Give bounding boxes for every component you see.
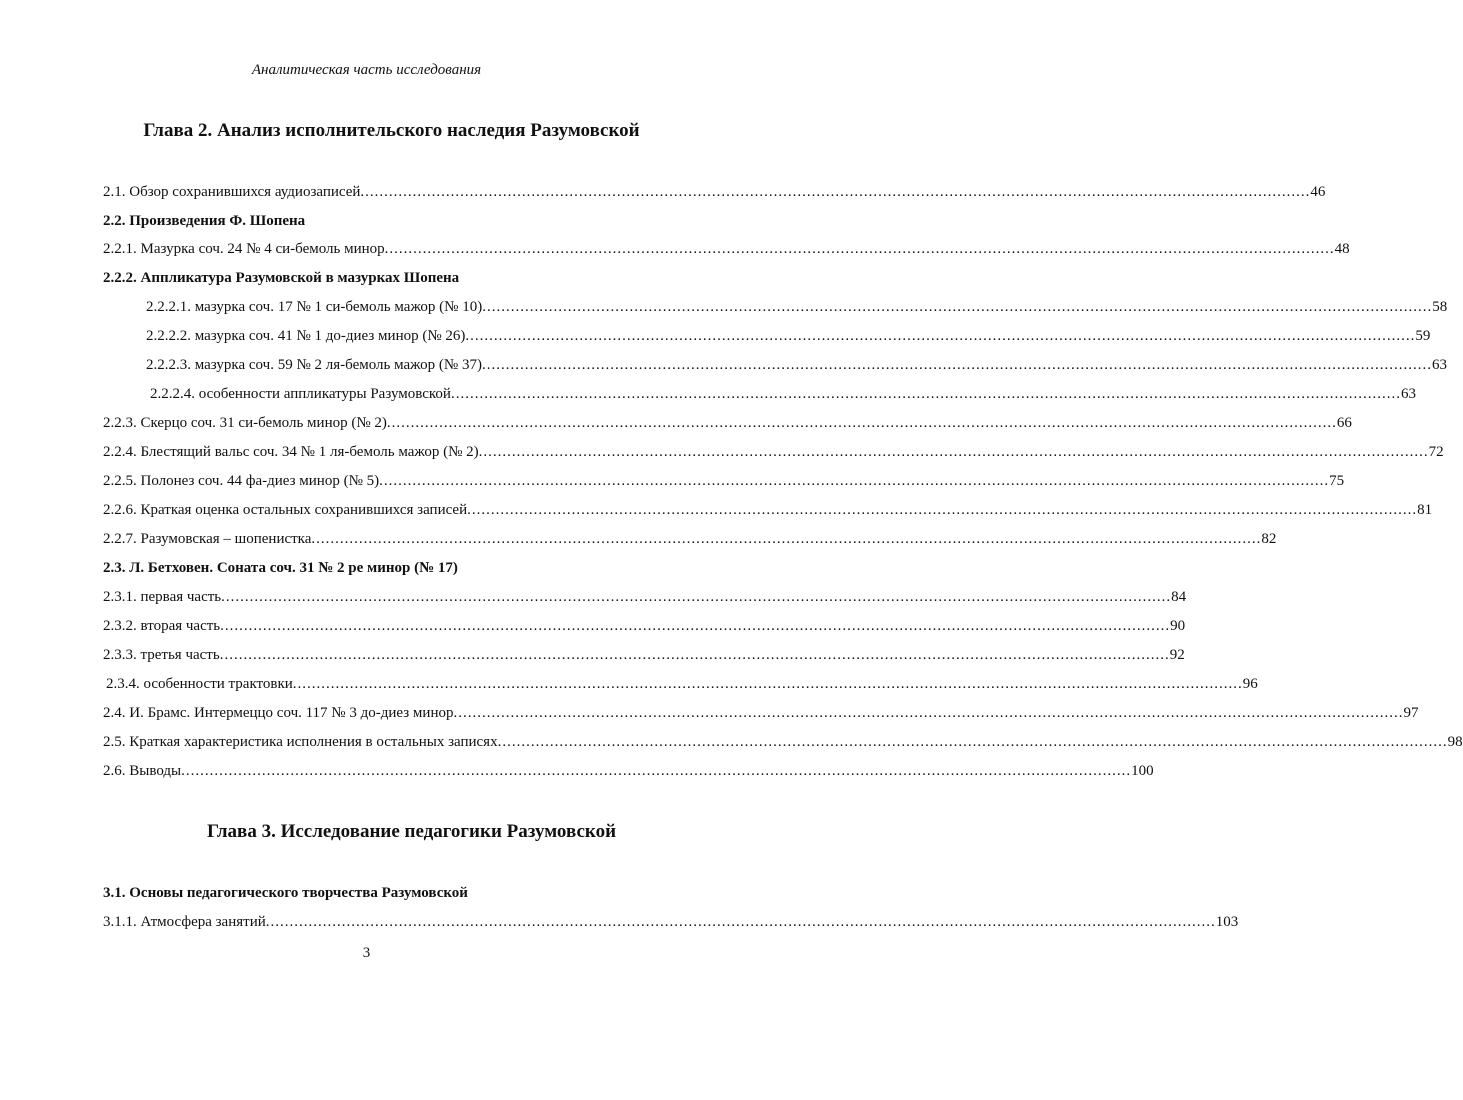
toc-entry-label: 3.1.1. Атмосфера занятий — [103, 914, 266, 930]
dot-leader: ........................................................................................................................................................................................................ — [478, 444, 1429, 460]
toc-entry-label: 2.3. Л. Бетховен. Соната соч. 31 № 2 ре минор (№ 17) — [103, 560, 458, 576]
toc-entry-2-2-3[interactable] — [103, 412, 1352, 434]
dot-leader: ........................................................................................................................................................................................................ — [219, 647, 1170, 663]
dot-leader: ........................................................................................................................................................................................................ — [386, 415, 1337, 431]
toc-entry-label: 2.3.4. особенности трактовки — [106, 676, 293, 692]
dot-leader: ........................................................................................................................................................................................................ — [465, 328, 1416, 344]
toc-entry-2-2-7[interactable] — [103, 528, 1277, 550]
toc-entry-page: 96 — [1242, 676, 1258, 692]
toc-section-3-1[interactable] — [103, 882, 468, 904]
dot-leader: ........................................................................................................................................................................................................ — [482, 299, 1433, 315]
toc-entry-page: 63 — [1431, 357, 1447, 373]
toc-entry-label: 2.2.4. Блестящий вальс соч. 34 № 1 ля-бемоль мажор (№ 2) — [103, 444, 479, 460]
toc-entry-2-3-1[interactable] — [103, 586, 1187, 608]
toc-entry-label: 2.2.7. Разумовская – шопенистка — [103, 531, 312, 547]
toc-section-2-3[interactable] — [103, 557, 458, 579]
toc-entry-label: 2.2.2. Аппликатура Разумовской в мазурках Шопена — [103, 270, 460, 286]
dot-leader: ........................................................................................................................................................................................................ — [481, 357, 1432, 373]
dot-leader: ........................................................................................................................................................................................................ — [450, 386, 1401, 402]
toc-entry-label: 2.2.5. Полонез соч. 44 фа-диез минор (№ 5) — [103, 473, 380, 489]
toc-entry-page: 48 — [1334, 241, 1350, 257]
toc-entry-2-3-3[interactable] — [103, 644, 1185, 666]
toc-entry-label: 2.3.1. первая часть — [103, 589, 222, 605]
toc-entry-2-1[interactable] — [103, 181, 1326, 203]
dot-leader: ........................................................................................................................................................................................................ — [181, 763, 1132, 779]
toc-entry-label: 2.3.3. третья часть — [103, 647, 220, 663]
chapter-3-title: Глава 3. Исследование педагогики Разумовской — [206, 821, 617, 842]
toc-entry-label: 2.6. Выводы — [103, 763, 182, 779]
dot-leader: ........................................................................................................................................................................................................ — [221, 589, 1172, 605]
toc-entry-2-3-4[interactable] — [106, 673, 1258, 695]
toc-entry-page: 72 — [1428, 444, 1444, 460]
toc-entry-page: 84 — [1171, 589, 1187, 605]
dot-leader: ........................................................................................................................................................................................................ — [453, 705, 1404, 721]
dot-leader: ........................................................................................................................................................................................................ — [467, 502, 1418, 518]
toc-entry-label: 2.2.3. Скерцо соч. 31 си-бемоль минор (№ 2) — [103, 415, 387, 431]
toc-entry-page: 58 — [1432, 299, 1448, 315]
toc-entry-page: 100 — [1131, 763, 1154, 779]
page-number: 3 — [362, 945, 371, 961]
toc-entry-2-2-2-3[interactable] — [146, 354, 1447, 376]
toc-entry-2-6[interactable] — [103, 760, 1154, 782]
toc-entry-2-3-2[interactable] — [103, 615, 1186, 637]
toc-entry-page: 103 — [1215, 914, 1239, 930]
toc-entry-label: 3.1. Основы педагогического творчества Разумовской — [103, 885, 468, 901]
toc-entry-page: 82 — [1261, 531, 1277, 547]
toc-entry-2-2-2-2[interactable] — [146, 325, 1431, 347]
toc-entry-label: 2.4. И. Брамс. Интермеццо соч. 117 № 3 до-диез минор — [103, 705, 454, 721]
toc-entry-2-5[interactable] — [103, 731, 1463, 753]
toc-entry-label: 2.1. Обзор сохранившихся аудиозаписей — [103, 184, 361, 200]
toc-entry-label: 2.2.1. Мазурка соч. 24 № 4 си-бемоль минор — [103, 241, 385, 257]
toc-entry-page: 46 — [1310, 184, 1326, 200]
dot-leader: ........................................................................................................................................................................................................ — [360, 184, 1311, 200]
toc-entry-label: 2.2.2.1. мазурка соч. 17 № 1 си-бемоль мажор (№ 10) — [146, 299, 483, 315]
dot-leader: ........................................................................................................................................................................................................ — [220, 618, 1171, 634]
toc-entry-label: 2.2. Произведения Ф. Шопена — [103, 213, 306, 229]
dot-leader: ........................................................................................................................................................................................................ — [311, 531, 1262, 547]
dot-leader: ........................................................................................................................................................................................................ — [497, 734, 1448, 750]
dot-leader: ........................................................................................................................................................................................................ — [265, 914, 1216, 930]
toc-entry-2-2-2-4[interactable] — [150, 383, 1416, 405]
toc-entry-page: 59 — [1415, 328, 1431, 344]
toc-entry-page: 92 — [1169, 647, 1185, 663]
toc-entry-page: 75 — [1329, 473, 1345, 489]
toc-entry-page: 97 — [1403, 705, 1419, 721]
dot-leader: ........................................................................................................................................................................................................ — [384, 241, 1335, 257]
dot-leader: ........................................................................................................................................................................................................ — [292, 676, 1243, 692]
toc-entry-label: 2.3.2. вторая часть — [103, 618, 221, 634]
toc-entry-2-2-4[interactable] — [103, 441, 1444, 463]
toc-entry-label: 2.2.2.3. мазурка соч. 59 № 2 ля-бемоль мажор (№ 37) — [146, 357, 482, 373]
toc-entry-3-1-1[interactable] — [103, 911, 1239, 933]
toc-section-2-2-2[interactable] — [103, 267, 459, 289]
running-head: Аналитическая часть исследования — [251, 62, 482, 78]
toc-entry-page: 66 — [1336, 415, 1352, 431]
toc-entry-2-4[interactable] — [103, 702, 1419, 724]
toc-entry-2-2-1[interactable] — [103, 238, 1350, 260]
toc-entry-page: 63 — [1400, 386, 1416, 402]
toc-entry-2-2-6[interactable] — [103, 499, 1433, 521]
toc-entry-label: 2.5. Краткая характеристика исполнения в остальных записях — [103, 734, 498, 750]
chapter-2-title: Глава 2. Анализ исполнительского наследия Разумовской — [143, 120, 640, 141]
toc-entry-page: 98 — [1447, 734, 1463, 750]
dot-leader: ........................................................................................................................................................................................................ — [379, 473, 1330, 489]
toc-entry-page: 90 — [1170, 618, 1186, 634]
toc-section-2-2[interactable] — [103, 210, 305, 232]
toc-entry-label: 2.2.2.4. особенности аппликатуры Разумовской — [150, 386, 451, 402]
toc-entry-label: 2.2.6. Краткая оценка остальных сохранившихся записей — [103, 502, 468, 518]
toc-entry-label: 2.2.2.2. мазурка соч. 41 № 1 до-диез минор (№ 26) — [146, 328, 466, 344]
toc-entry-page: 81 — [1417, 502, 1433, 518]
toc-entry-2-2-5[interactable] — [103, 470, 1345, 492]
toc-entry-2-2-2-1[interactable] — [146, 296, 1448, 318]
